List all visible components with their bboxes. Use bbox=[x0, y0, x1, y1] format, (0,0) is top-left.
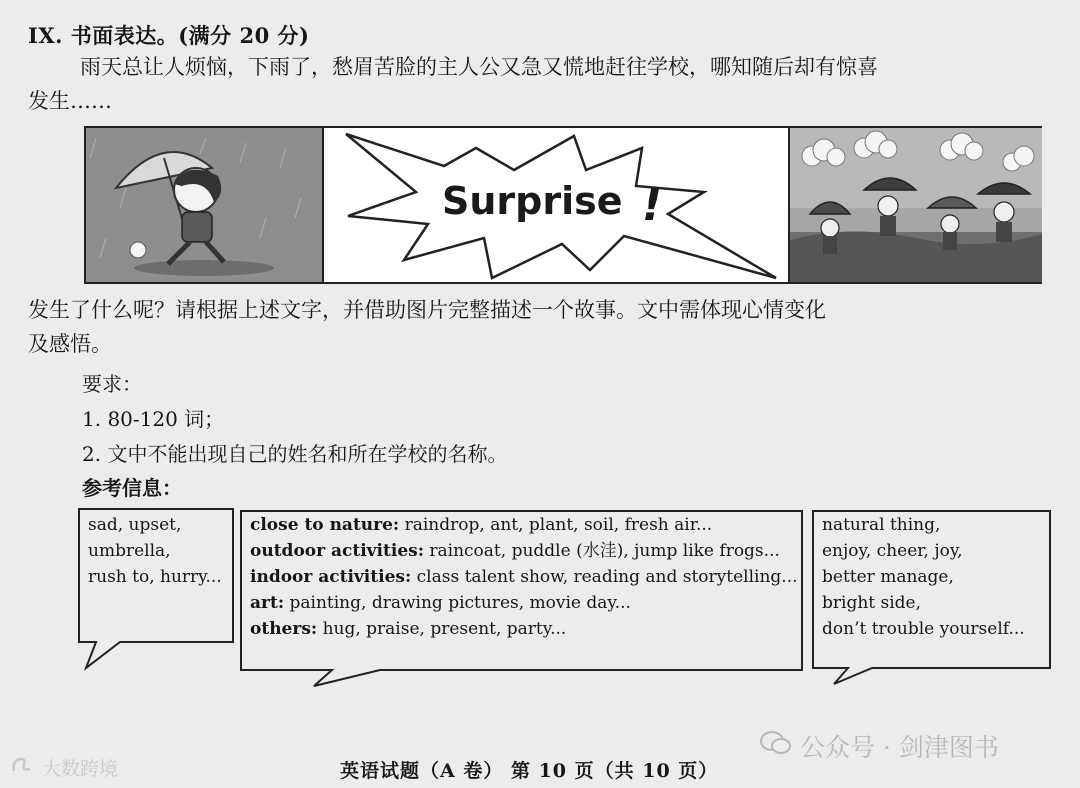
intro-paragraph bbox=[28, 50, 1048, 118]
children-in-rain-picture bbox=[788, 128, 1042, 282]
reference-box-activities bbox=[240, 508, 804, 688]
watermark-logo-icon bbox=[10, 755, 36, 780]
surprise-word: Surprise bbox=[442, 179, 623, 223]
box1-line: umbrella, bbox=[88, 541, 171, 561]
box2-line-indoor: indoor activities: class talent show, reading and storytelling... bbox=[250, 567, 798, 587]
wechat-icon bbox=[760, 730, 792, 762]
surprise-burst-picture bbox=[324, 128, 786, 282]
reference-box-reflection bbox=[812, 508, 1052, 688]
exclamation-mark: ! bbox=[642, 180, 663, 231]
reference-box-feelings bbox=[78, 508, 234, 668]
box3-line: enjoy, cheer, joy, bbox=[822, 541, 963, 561]
box3-line: natural thing, bbox=[822, 515, 941, 535]
task-paragraph bbox=[28, 293, 1048, 361]
task-line-1: 发生了什么呢？请根据上述文字，并借助图片完整描述一个故事。文中需体现心情变化 bbox=[28, 298, 826, 322]
box2-line-art: art: painting, drawing pictures, movie day... bbox=[250, 593, 631, 613]
intro-line-2: 发生…… bbox=[28, 89, 112, 113]
task-line-2: 及感悟。 bbox=[28, 332, 112, 356]
corner-watermark-text: 大数跨境 bbox=[42, 758, 119, 780]
box2-line-nature: close to nature: raindrop, ant, plant, soil, fresh air... bbox=[250, 515, 713, 535]
box3-line: don’t trouble yourself... bbox=[822, 619, 1025, 639]
box1-line: rush to, hurry... bbox=[88, 567, 222, 587]
box3-line: better manage, bbox=[822, 567, 954, 587]
reference-title: 参考信息： bbox=[82, 476, 182, 500]
box3-line: bright side, bbox=[822, 593, 922, 613]
intro-line-1: 雨天总让人烦恼，下雨了，愁眉苦脸的主人公又急又慌地赶往学校，哪知随后却有惊喜 bbox=[80, 55, 878, 79]
section-heading: IX. 书面表达。(满分 20 分) bbox=[28, 23, 310, 48]
box1-line: sad, upset, bbox=[88, 515, 182, 535]
requirements-title: 要求： bbox=[82, 372, 142, 396]
picture-strip bbox=[84, 126, 1042, 284]
box2-line-outdoor: outdoor activities: raincoat, puddle (水洼), jump like frogs... bbox=[250, 541, 780, 561]
wechat-watermark-text: 公众号 · 剑津图书 bbox=[800, 733, 999, 762]
box2-line-others: others: hug, praise, present, party... bbox=[250, 619, 567, 639]
requirement-no-names: 2. 文中不能出现自己的姓名和所在学校的名称。 bbox=[82, 442, 508, 466]
girl-with-umbrella-picture bbox=[86, 128, 324, 282]
wechat-watermark bbox=[760, 728, 999, 764]
requirement-word-count: 1. 80-120 词； bbox=[82, 407, 225, 431]
corner-watermark bbox=[10, 754, 118, 781]
page-footer: 英语试题（A 卷） 第 10 页（共 10 页） bbox=[340, 760, 719, 782]
